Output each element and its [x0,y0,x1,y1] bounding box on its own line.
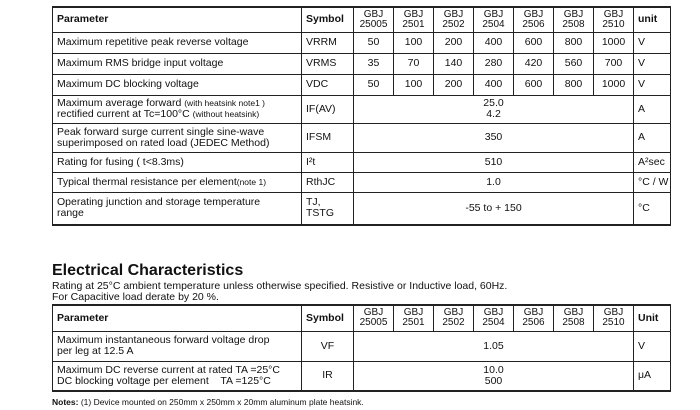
param-cell: Rating for fusing ( t<8.3ms) [53,152,302,172]
unit-cell: A²sec [634,152,671,172]
symbol-cell: IF(AV) [302,95,354,123]
value-cell: 100 [394,32,434,53]
value-cell: 350 [354,123,634,152]
header-model: GBJ 2502 [434,305,474,331]
value-cell: 140 [434,53,474,74]
unit-cell: μA [634,361,671,391]
table-row [53,123,671,152]
symbol-cell: IR [302,361,354,391]
electrical-characteristics-title: Electrical Characteristics [52,262,244,279]
value-cell: 200 [434,32,474,53]
unit-cell: A [634,123,671,152]
symbol-cell: RthJC [302,172,354,192]
symbol-cell: VRMS [302,53,354,74]
header-model: GBJ 2501 [394,7,434,32]
header-parameter: Parameter [53,305,302,331]
unit-cell: °C / W [634,172,671,192]
table-row [53,74,671,95]
value-cell: 10.0 500 [354,361,634,391]
value-cell: 1.0 [354,172,634,192]
param-cell-vf: Maximum instantaneous forward voltage drop per leg at 12.5 A [53,331,302,361]
notes-text: (1) Device mounted on 250mm x 250mm x 20mm aluminum plate heatsink. [78,397,364,407]
header-unit: Unit [634,305,671,331]
unit-cell: °C [634,192,671,225]
table-row [53,152,671,172]
header-model: GBJ 2502 [434,7,474,32]
unit-cell: V [634,53,671,74]
symbol-cell: IFSM [302,123,354,152]
value-cell: 25.0 4.2 [354,95,634,123]
param-cell: Maximum RMS bridge input voltage [53,53,302,74]
header-model: GBJ 2510 [594,7,634,32]
value-cell: 600 [514,74,554,95]
header-parameter: Parameter [53,7,302,32]
value-cell: 70 [394,53,434,74]
value-cell: 1000 [594,32,634,53]
value-cell: 50 [354,74,394,95]
table-row [53,361,671,391]
value-cell: 1000 [594,74,634,95]
table-row [53,192,671,225]
table-row [53,95,671,123]
header-model: GBJ 2506 [514,7,554,32]
symbol-cell: VDC [302,74,354,95]
symbol-cell: I²t [302,152,354,172]
maximum-ratings-table [52,6,671,226]
value-cell: 100 [394,74,434,95]
value-cell: 600 [514,32,554,53]
value-cell: 800 [554,32,594,53]
param-cell-temp: Operating junction and storage temperature range [53,192,302,225]
unit-cell: V [634,331,671,361]
symbol-cell: VF [302,331,354,361]
header-model: GBJ 25005 [354,305,394,331]
param-cell-ir: Maximum DC reverse current at rated TA =25°C DC blocking voltage per element TA =125°C [53,361,302,391]
header-model: GBJ 2506 [514,305,554,331]
electrical-characteristics-table [52,304,671,392]
header-symbol: Symbol [302,7,354,32]
value-cell: 50 [354,32,394,53]
value-cell: 400 [474,74,514,95]
value-cell: 1.05 [354,331,634,361]
table-header-row [53,305,671,331]
value-cell: 400 [474,32,514,53]
header-unit: unit [634,7,671,32]
value-cell: -55 to + 150 [354,192,634,225]
header-model: GBJ 2504 [474,305,514,331]
table-row [53,331,671,361]
unit-cell: A [634,95,671,123]
value-cell: 510 [354,152,634,172]
param-cell: Maximum DC blocking voltage [53,74,302,95]
header-model: GBJ 2508 [554,7,594,32]
value-cell: 280 [474,53,514,74]
footnote [52,397,364,407]
param-cell-surge: Peak forward surge current single sine-wave superimposed on rated load (JEDEC Method) [53,123,302,152]
header-model: GBJ 2508 [554,305,594,331]
value-cell: 200 [434,74,474,95]
value-cell: 420 [514,53,554,74]
value-cell: 35 [354,53,394,74]
param-cell-thermal: Typical thermal resistance per element(note 1) [53,172,302,192]
table-row [53,53,671,74]
value-cell: 800 [554,74,594,95]
notes-label: Notes: [52,397,79,407]
table-row [53,172,671,192]
table-header-row [53,7,671,32]
header-model: GBJ 2510 [594,305,634,331]
param-cell: Maximum repetitive peak reverse voltage [53,32,302,53]
header-model: GBJ 25005 [354,7,394,32]
value-cell: 700 [594,53,634,74]
value-cell: 560 [554,53,594,74]
derate-note: For Capacitive load derate by 20 %. [52,291,219,303]
unit-cell: V [634,32,671,53]
header-model: GBJ 2501 [394,305,434,331]
table-row [53,32,671,53]
rating-note: Rating at 25°C ambient temperature unless otherwise specified. Resistive or Inductive load, 60Hz. [52,280,508,292]
unit-cell: V [634,74,671,95]
header-model: GBJ 2504 [474,7,514,32]
header-symbol: Symbol [302,305,354,331]
symbol-cell: TJ, TSTG [302,192,354,225]
param-cell-avg-forward: Maximum average forward (with heatsink note1 ) rectified current at Tc=100°C (without heatsink) [53,95,302,123]
symbol-cell: VRRM [302,32,354,53]
